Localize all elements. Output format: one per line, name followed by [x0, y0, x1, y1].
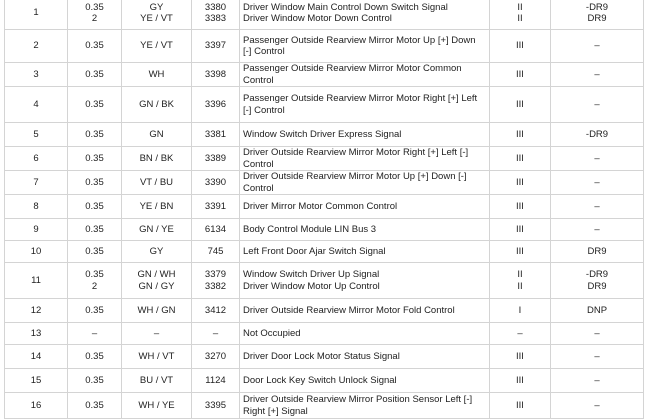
- option-code-cell: [551, 369, 644, 393]
- pin-function: Not Occupied: [243, 327, 301, 339]
- pin-function: Driver Window Motor Up Control: [243, 280, 380, 292]
- circuit-number: 3390: [204, 176, 227, 188]
- wire-color: WH: [148, 68, 165, 80]
- wire-size-cell: [68, 369, 122, 393]
- wire-size: 0.35: [85, 176, 104, 188]
- table-row: [5, 369, 644, 393]
- equipment-code: II: [517, 269, 523, 280]
- circuit-number-cell: [192, 369, 240, 393]
- equipment-code: III: [516, 350, 524, 362]
- wire-size: 0.35: [85, 269, 104, 280]
- wire-size: 2: [91, 280, 98, 292]
- pin-function: Passenger Outside Rearview Mirror Motor Up [+] Down [-] Control: [243, 34, 476, 57]
- wire-color-cell: [122, 219, 192, 241]
- equipment-code: I: [518, 304, 522, 316]
- wire-color-cell: [122, 171, 192, 195]
- pin-function: Body Control Module LIN Bus 3: [243, 223, 377, 235]
- equipment-code: II: [517, 13, 523, 24]
- wire-size-cell: [68, 299, 122, 323]
- pin-function-cell: [240, 263, 490, 299]
- pin-number: 6: [5, 147, 68, 171]
- wire-color-cell: [122, 123, 192, 147]
- circuit-number-cell: [192, 241, 240, 263]
- circuit-number-cell: [192, 219, 240, 241]
- wire-size: 0.35: [85, 350, 104, 362]
- circuit-number: 3380: [204, 1, 227, 13]
- option-code: DR9: [587, 245, 607, 257]
- wire-color: YE / BN: [139, 200, 174, 212]
- option-code-cell: [551, 263, 644, 299]
- option-code-cell: [551, 195, 644, 219]
- wire-color: GN / GY: [138, 280, 175, 292]
- table-row: [5, 219, 644, 241]
- circuit-number-cell: [192, 345, 240, 369]
- wire-color: GN / BK: [139, 98, 174, 110]
- wire-size-cell: [68, 345, 122, 369]
- circuit-number-cell: [192, 30, 240, 63]
- pin-number: 5: [5, 123, 68, 147]
- pin-number: 11: [5, 263, 68, 299]
- wire-color-cell: [122, 323, 192, 345]
- circuit-number: 3379: [204, 269, 227, 280]
- pin-function-cell: [240, 241, 490, 263]
- wire-color: YE / VT: [140, 40, 173, 52]
- table-row: [5, 63, 644, 87]
- pin-function: Driver Outside Rearview Mirror Position Sensor Left [-] Right [+] Signal: [243, 394, 473, 417]
- wire-size-cell: [68, 171, 122, 195]
- equipment-code: III: [516, 68, 524, 80]
- circuit-number-cell: [192, 147, 240, 171]
- option-code-cell: [551, 123, 644, 147]
- equipment-code: III: [516, 200, 524, 212]
- table-row: [5, 299, 644, 323]
- wire-size: 0.35: [85, 304, 104, 316]
- equipment-code: III: [516, 40, 524, 52]
- option-code: –: [594, 68, 600, 80]
- option-code: –: [594, 350, 600, 362]
- circuit-number: 3412: [204, 304, 227, 316]
- table-row: [5, 147, 644, 171]
- circuit-number-cell: [192, 299, 240, 323]
- wire-color: YE / VT: [140, 13, 173, 24]
- circuit-number: 3389: [204, 152, 227, 164]
- wire-color: GN: [149, 128, 164, 140]
- wire-color-cell: [122, 369, 192, 393]
- circuit-number: 3396: [204, 98, 227, 110]
- wire-size: 0.35: [85, 374, 104, 386]
- option-code-cell: [551, 219, 644, 241]
- equipment-code-cell: [490, 369, 551, 393]
- wire-size: 0.35: [85, 128, 104, 140]
- pin-function-cell: [240, 63, 490, 87]
- pin-function: Door Lock Key Switch Unlock Signal: [243, 374, 397, 386]
- equipment-code-cell: [490, 219, 551, 241]
- equipment-code: III: [516, 223, 524, 235]
- circuit-number: 6134: [204, 223, 227, 235]
- option-code-cell: [551, 0, 644, 30]
- table-row: [5, 30, 644, 63]
- circuit-number: 3270: [204, 350, 227, 362]
- wire-size-cell: [68, 87, 122, 123]
- wire-color-cell: [122, 345, 192, 369]
- circuit-number: 3395: [204, 399, 227, 411]
- equipment-code: III: [516, 128, 524, 140]
- circuit-number-cell: [192, 323, 240, 345]
- equipment-code: III: [516, 399, 524, 411]
- option-code: DR9: [587, 13, 607, 24]
- circuit-number: 745: [207, 245, 224, 257]
- equipment-code: III: [516, 374, 524, 386]
- connector-pinout-table: [4, 0, 644, 419]
- wire-size: 0.35: [85, 1, 104, 13]
- wire-size-cell: [68, 30, 122, 63]
- pin-function: Driver Window Main Control Down Switch Signal: [243, 1, 448, 13]
- pin-function: Left Front Door Ajar Switch Signal: [243, 245, 386, 257]
- pin-function-cell: [240, 171, 490, 195]
- pin-function-cell: [240, 345, 490, 369]
- wire-size: 0.35: [85, 245, 104, 257]
- wire-size-cell: [68, 263, 122, 299]
- pin-number: 1: [5, 0, 68, 30]
- wire-size: 0.35: [85, 40, 104, 52]
- pin-number: 12: [5, 299, 68, 323]
- wire-color: BU / VT: [139, 374, 174, 386]
- pin-function: Driver Outside Rearview Mirror Motor Up [+] Down [-] Control: [243, 171, 467, 194]
- pin-function-cell: [240, 323, 490, 345]
- circuit-number: 3381: [204, 128, 227, 140]
- equipment-code: III: [516, 176, 524, 188]
- wire-size: 0.35: [85, 200, 104, 212]
- option-code-cell: [551, 147, 644, 171]
- equipment-code-cell: [490, 30, 551, 63]
- wire-size: 2: [91, 13, 98, 24]
- pin-function-cell: [240, 0, 490, 30]
- equipment-code: III: [516, 98, 524, 110]
- option-code: -DR9: [585, 128, 609, 140]
- table-row: [5, 263, 644, 299]
- wire-color-cell: [122, 63, 192, 87]
- equipment-code-cell: [490, 263, 551, 299]
- pin-number: 8: [5, 195, 68, 219]
- option-code-cell: [551, 171, 644, 195]
- circuit-number-cell: [192, 263, 240, 299]
- pin-number: 7: [5, 171, 68, 195]
- option-code-cell: [551, 299, 644, 323]
- equipment-code: III: [516, 245, 524, 257]
- wire-size-cell: [68, 123, 122, 147]
- equipment-code-cell: [490, 299, 551, 323]
- pin-function: Passenger Outside Rearview Mirror Motor Right [+] Left [-] Control: [243, 93, 478, 116]
- wire-color-cell: [122, 195, 192, 219]
- pin-number: 2: [5, 30, 68, 63]
- wire-color: WH / YE: [138, 399, 175, 411]
- wire-color-cell: [122, 263, 192, 299]
- pin-function: Driver Outside Rearview Mirror Motor Right [+] Left [-] Control: [243, 147, 469, 170]
- circuit-number: 3398: [204, 68, 227, 80]
- option-code: –: [594, 176, 600, 188]
- pin-function-cell: [240, 369, 490, 393]
- wire-color: VT / BU: [139, 176, 174, 188]
- wire-color-cell: [122, 147, 192, 171]
- equipment-code: II: [517, 280, 523, 292]
- wire-size-cell: [68, 241, 122, 263]
- option-code-cell: [551, 87, 644, 123]
- equipment-code-cell: [490, 0, 551, 30]
- equipment-code-cell: [490, 323, 551, 345]
- equipment-code-cell: [490, 123, 551, 147]
- equipment-code: II: [517, 1, 523, 13]
- wire-color: GY: [149, 1, 164, 13]
- circuit-number-cell: [192, 195, 240, 219]
- equipment-code: –: [517, 327, 523, 339]
- option-code-cell: [551, 241, 644, 263]
- wire-color: WH / GN: [137, 304, 176, 316]
- wire-size: 0.35: [85, 98, 104, 110]
- option-code: –: [594, 223, 600, 235]
- option-code-cell: [551, 345, 644, 369]
- pin-function: Driver Window Motor Down Control: [243, 13, 392, 24]
- pin-function: Driver Mirror Motor Common Control: [243, 200, 398, 212]
- table-row: [5, 393, 644, 419]
- table-row: [5, 241, 644, 263]
- circuit-number: 3382: [204, 280, 227, 292]
- wire-size-cell: [68, 147, 122, 171]
- circuit-number-cell: [192, 123, 240, 147]
- circuit-number-cell: [192, 0, 240, 30]
- pin-function: Window Switch Driver Up Signal: [243, 269, 380, 280]
- pin-number: 15: [5, 369, 68, 393]
- option-code: –: [594, 327, 600, 339]
- wire-size: 0.35: [85, 68, 104, 80]
- wire-color-cell: [122, 30, 192, 63]
- wire-color-cell: [122, 87, 192, 123]
- option-code: –: [594, 40, 600, 52]
- wire-color-cell: [122, 0, 192, 30]
- option-code: -DR9: [585, 269, 609, 280]
- circuit-number-cell: [192, 87, 240, 123]
- circuit-number: –: [212, 327, 219, 339]
- wire-color: GY: [149, 245, 164, 257]
- table-row: [5, 171, 644, 195]
- circuit-number-cell: [192, 393, 240, 419]
- pin-function-cell: [240, 195, 490, 219]
- table-row: [5, 323, 644, 345]
- option-code: DR9: [587, 280, 607, 292]
- pin-function-cell: [240, 147, 490, 171]
- pin-function-cell: [240, 219, 490, 241]
- table-row: [5, 123, 644, 147]
- wire-color: BN / BK: [139, 152, 174, 164]
- table-row: [5, 345, 644, 369]
- table-row: [5, 87, 644, 123]
- wire-color: GN / WH: [137, 269, 176, 280]
- equipment-code-cell: [490, 171, 551, 195]
- circuit-number-cell: [192, 171, 240, 195]
- pin-function-cell: [240, 393, 490, 419]
- option-code: DNP: [586, 304, 608, 316]
- pin-function: Window Switch Driver Express Signal: [243, 128, 402, 140]
- pin-function: Driver Door Lock Motor Status Signal: [243, 350, 400, 362]
- equipment-code-cell: [490, 393, 551, 419]
- equipment-code-cell: [490, 345, 551, 369]
- option-code: –: [594, 374, 600, 386]
- circuit-number: 3397: [204, 40, 227, 52]
- circuit-number: 3391: [204, 200, 227, 212]
- option-code: –: [594, 98, 600, 110]
- option-code: –: [594, 200, 600, 212]
- equipment-code-cell: [490, 241, 551, 263]
- wire-size: 0.35: [85, 152, 104, 164]
- pin-number: 3: [5, 63, 68, 87]
- wire-color: –: [153, 327, 160, 339]
- equipment-code-cell: [490, 195, 551, 219]
- wire-size: –: [91, 327, 98, 339]
- pin-number: 14: [5, 345, 68, 369]
- wire-size-cell: [68, 393, 122, 419]
- wire-size-cell: [68, 219, 122, 241]
- wire-size-cell: [68, 195, 122, 219]
- pin-function: Passenger Outside Rearview Mirror Motor Common Control: [243, 63, 462, 86]
- option-code: –: [594, 399, 600, 411]
- pin-function-cell: [240, 123, 490, 147]
- option-code-cell: [551, 323, 644, 345]
- pin-number: 13: [5, 323, 68, 345]
- pin-number: 10: [5, 241, 68, 263]
- option-code: –: [594, 152, 600, 164]
- pin-function-cell: [240, 87, 490, 123]
- pin-function: Driver Outside Rearview Mirror Motor Fold Control: [243, 304, 455, 316]
- pin-number: 9: [5, 219, 68, 241]
- wire-size: 0.35: [85, 399, 104, 411]
- option-code-cell: [551, 30, 644, 63]
- option-code-cell: [551, 393, 644, 419]
- wire-size-cell: [68, 323, 122, 345]
- wire-size: 0.35: [85, 223, 104, 235]
- wire-color-cell: [122, 299, 192, 323]
- wire-size-cell: [68, 0, 122, 30]
- wire-color: GN / YE: [139, 223, 174, 235]
- equipment-code-cell: [490, 147, 551, 171]
- table-row: [5, 195, 644, 219]
- pin-number: 16: [5, 393, 68, 419]
- circuit-number-cell: [192, 63, 240, 87]
- wire-color-cell: [122, 241, 192, 263]
- pin-function-cell: [240, 299, 490, 323]
- option-code-cell: [551, 63, 644, 87]
- wire-size-cell: [68, 63, 122, 87]
- equipment-code-cell: [490, 87, 551, 123]
- pin-function-cell: [240, 30, 490, 63]
- wire-color: WH / VT: [138, 350, 175, 362]
- equipment-code: III: [516, 152, 524, 164]
- wire-color-cell: [122, 393, 192, 419]
- equipment-code-cell: [490, 63, 551, 87]
- option-code: -DR9: [585, 1, 609, 13]
- circuit-number: 3383: [204, 13, 227, 24]
- table-row: [5, 0, 644, 30]
- circuit-number: 1124: [205, 374, 226, 386]
- pin-number: 4: [5, 87, 68, 123]
